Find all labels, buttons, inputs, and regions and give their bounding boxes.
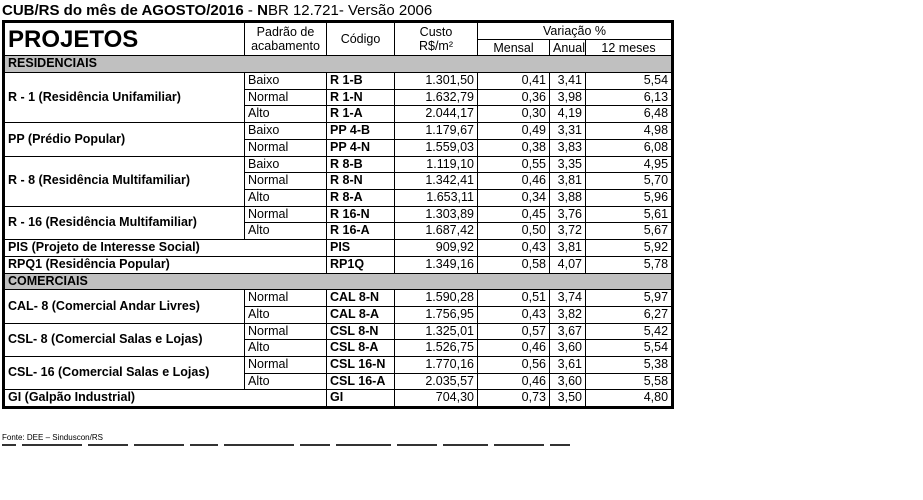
mensal-cell: 0,58 <box>478 256 550 273</box>
anual-cell: 3,35 <box>550 156 586 173</box>
doze-meses-cell: 6,08 <box>586 139 673 156</box>
project-name: R - 8 (Residência Multifamiliar) <box>4 156 245 206</box>
anual-cell: 3,83 <box>550 139 586 156</box>
title-sep: - <box>243 2 258 19</box>
anual-cell: 3,41 <box>550 73 586 90</box>
source-note: Fonte: DEE – Sinduscon/RS <box>2 433 103 442</box>
padrao-cell: Normal <box>245 290 327 307</box>
project-name: RPQ1 (Residência Popular) <box>4 256 327 273</box>
anual-cell: 3,31 <box>550 123 586 140</box>
project-name: CSL- 8 (Comercial Salas e Lojas) <box>4 323 245 356</box>
doze-meses-cell: 5,38 <box>586 357 673 374</box>
anual-cell: 3,82 <box>550 306 586 323</box>
custo-cell: 909,92 <box>395 240 478 257</box>
project-name: CAL- 8 (Comercial Andar Livres) <box>4 290 245 323</box>
doze-meses-cell: 5,42 <box>586 323 673 340</box>
mensal-cell: 0,36 <box>478 89 550 106</box>
section-label: COMERCIAIS <box>4 273 673 290</box>
custo-cell: 1.590,28 <box>395 290 478 307</box>
doze-meses-cell: 5,61 <box>586 206 673 223</box>
padrao-cell: Alto <box>245 190 327 207</box>
title-norm: BR 12.721- Versão 2006 <box>267 2 433 19</box>
custo-cell: 1.687,42 <box>395 223 478 240</box>
title-n: N <box>257 2 268 19</box>
codigo-cell: CSL 8-N <box>327 323 395 340</box>
doze-meses-cell: 5,92 <box>586 240 673 257</box>
padrao-cell: Baixo <box>245 123 327 140</box>
doze-meses-cell: 4,95 <box>586 156 673 173</box>
cut-off-text-line <box>2 444 602 447</box>
padrao-cell: Normal <box>245 323 327 340</box>
padrao-cell: Normal <box>245 89 327 106</box>
doze-meses-cell: 5,67 <box>586 223 673 240</box>
codigo-cell: R 8-N <box>327 173 395 190</box>
doze-meses-cell: 6,13 <box>586 89 673 106</box>
header-variacao: Variação % <box>478 22 673 40</box>
project-name: PIS (Projeto de Interesse Social) <box>4 240 327 257</box>
padrao-cell: Baixo <box>245 156 327 173</box>
codigo-cell: R 1-B <box>327 73 395 90</box>
custo-cell: 1.179,67 <box>395 123 478 140</box>
custo-cell: 1.325,01 <box>395 323 478 340</box>
padrao-cell: Alto <box>245 306 327 323</box>
section-label: RESIDENCIAIS <box>4 56 673 73</box>
codigo-cell: CSL 16-A <box>327 373 395 390</box>
mensal-cell: 0,30 <box>478 106 550 123</box>
padrao-cell: Normal <box>245 357 327 374</box>
project-name: R - 1 (Residência Unifamiliar) <box>4 73 245 123</box>
padrao-cell: Baixo <box>245 73 327 90</box>
custo-cell: 1.653,11 <box>395 190 478 207</box>
custo-cell: 1.349,16 <box>395 256 478 273</box>
header-custo <box>395 22 478 56</box>
mensal-cell: 0,49 <box>478 123 550 140</box>
cub-table <box>2 20 674 409</box>
mensal-cell: 0,38 <box>478 139 550 156</box>
table-row <box>4 256 673 273</box>
table-row <box>4 123 673 140</box>
codigo-cell: CAL 8-N <box>327 290 395 307</box>
project-name: PP (Prédio Popular) <box>4 123 245 156</box>
header-padrao-line2: acabamento <box>251 39 320 54</box>
header-padrao-line1: Padrão de <box>256 25 315 40</box>
anual-cell: 3,81 <box>550 240 586 257</box>
codigo-cell: R 1-N <box>327 89 395 106</box>
custo-cell: 1.303,89 <box>395 206 478 223</box>
custo-cell: 1.756,95 <box>395 306 478 323</box>
codigo-cell: CSL 8-A <box>327 340 395 357</box>
codigo-cell: CSL 16-N <box>327 357 395 374</box>
padrao-cell: Normal <box>245 139 327 156</box>
custo-cell: 1.342,41 <box>395 173 478 190</box>
custo-cell: 2.035,57 <box>395 373 478 390</box>
padrao-cell: Normal <box>245 206 327 223</box>
mensal-cell: 0,51 <box>478 290 550 307</box>
anual-cell: 3,60 <box>550 373 586 390</box>
custo-cell: 1.559,03 <box>395 139 478 156</box>
document-title <box>2 2 432 19</box>
header-custo-line2: R$/m² <box>418 39 454 54</box>
anual-cell: 3,88 <box>550 190 586 207</box>
padrao-cell: Alto <box>245 223 327 240</box>
mensal-cell: 0,34 <box>478 190 550 207</box>
custo-cell: 1.301,50 <box>395 73 478 90</box>
doze-meses-cell: 5,70 <box>586 173 673 190</box>
project-name: CSL- 16 (Comercial Salas e Lojas) <box>4 357 245 390</box>
anual-cell: 3,72 <box>550 223 586 240</box>
mensal-cell: 0,50 <box>478 223 550 240</box>
custo-cell: 2.044,17 <box>395 106 478 123</box>
doze-meses-cell: 4,80 <box>586 390 673 408</box>
codigo-cell: R 8-A <box>327 190 395 207</box>
custo-cell: 704,30 <box>395 390 478 408</box>
mensal-cell: 0,41 <box>478 73 550 90</box>
anual-cell: 3,67 <box>550 323 586 340</box>
section-residenciais <box>4 56 673 73</box>
codigo-cell: R 1-A <box>327 106 395 123</box>
header-codigo: Código <box>327 22 395 56</box>
doze-meses-cell: 5,54 <box>586 73 673 90</box>
padrao-cell: Alto <box>245 373 327 390</box>
doze-meses-cell: 6,27 <box>586 306 673 323</box>
table-row <box>4 390 673 408</box>
doze-meses-cell: 4,98 <box>586 123 673 140</box>
mensal-cell: 0,46 <box>478 373 550 390</box>
padrao-cell: Alto <box>245 106 327 123</box>
anual-cell: 3,74 <box>550 290 586 307</box>
mensal-cell: 0,55 <box>478 156 550 173</box>
section-comerciais <box>4 273 673 290</box>
codigo-cell: R 16-N <box>327 206 395 223</box>
custo-cell: 1.119,10 <box>395 156 478 173</box>
mensal-cell: 0,46 <box>478 173 550 190</box>
doze-meses-cell: 5,96 <box>586 190 673 207</box>
table-row <box>4 323 673 340</box>
table-row <box>4 240 673 257</box>
header-row <box>4 22 673 40</box>
codigo-cell: R 16-A <box>327 223 395 240</box>
doze-meses-cell: 5,97 <box>586 290 673 307</box>
codigo-cell: GI <box>327 390 395 408</box>
mensal-cell: 0,46 <box>478 340 550 357</box>
mensal-cell: 0,45 <box>478 206 550 223</box>
anual-cell: 3,98 <box>550 89 586 106</box>
anual-cell: 3,76 <box>550 206 586 223</box>
doze-meses-cell: 5,58 <box>586 373 673 390</box>
header-anual: Anual <box>550 39 586 56</box>
codigo-cell: PIS <box>327 240 395 257</box>
table-row <box>4 290 673 307</box>
header-custo-line1: Custo <box>419 25 453 40</box>
anual-cell: 3,50 <box>550 390 586 408</box>
header-projetos: PROJETOS <box>4 22 245 56</box>
mensal-cell: 0,43 <box>478 306 550 323</box>
anual-cell: 4,07 <box>550 256 586 273</box>
padrao-cell: Alto <box>245 340 327 357</box>
padrao-cell: Normal <box>245 173 327 190</box>
header-12-meses: 12 meses <box>586 39 673 56</box>
mensal-cell: 0,43 <box>478 240 550 257</box>
doze-meses-cell: 5,78 <box>586 256 673 273</box>
codigo-cell: PP 4-N <box>327 139 395 156</box>
custo-cell: 1.770,16 <box>395 357 478 374</box>
table-row <box>4 206 673 223</box>
mensal-cell: 0,56 <box>478 357 550 374</box>
codigo-cell: R 8-B <box>327 156 395 173</box>
codigo-cell: CAL 8-A <box>327 306 395 323</box>
custo-cell: 1.632,79 <box>395 89 478 106</box>
header-padrao <box>245 22 327 56</box>
anual-cell: 3,81 <box>550 173 586 190</box>
title-main: CUB/RS do mês de AGOSTO/2016 <box>2 2 244 19</box>
anual-cell: 4,19 <box>550 106 586 123</box>
project-name: GI (Galpão Industrial) <box>4 390 327 408</box>
anual-cell: 3,61 <box>550 357 586 374</box>
mensal-cell: 0,73 <box>478 390 550 408</box>
header-mensal: Mensal <box>478 39 550 56</box>
codigo-cell: RP1Q <box>327 256 395 273</box>
codigo-cell: PP 4-B <box>327 123 395 140</box>
doze-meses-cell: 6,48 <box>586 106 673 123</box>
project-name: R - 16 (Residência Multifamiliar) <box>4 206 245 239</box>
custo-cell: 1.526,75 <box>395 340 478 357</box>
doze-meses-cell: 5,54 <box>586 340 673 357</box>
table-row <box>4 357 673 374</box>
mensal-cell: 0,57 <box>478 323 550 340</box>
table-row <box>4 73 673 90</box>
table-row <box>4 156 673 173</box>
anual-cell: 3,60 <box>550 340 586 357</box>
